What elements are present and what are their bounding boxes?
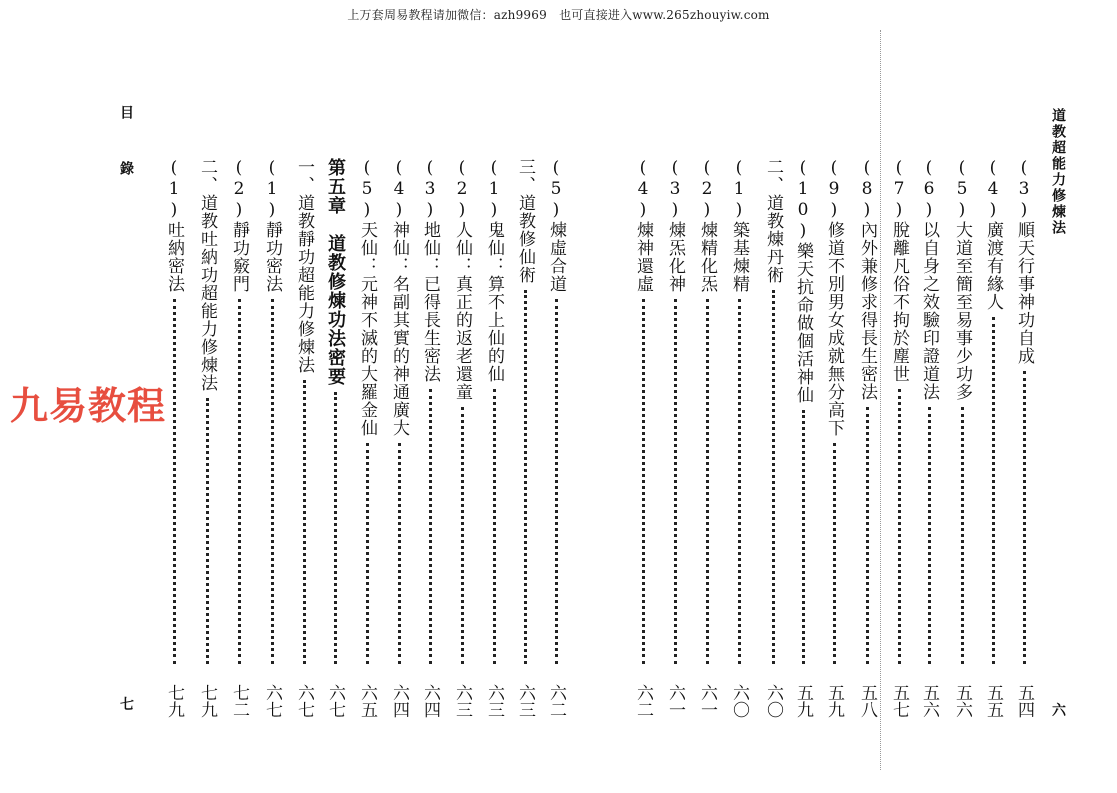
toc-entry-page: 五四 [1014,684,1034,718]
toc-entry-page: 六四 [420,684,440,718]
dot-leader [772,290,775,664]
toc-entry-title: (1)築基煉精 [729,158,749,293]
dot-leader [642,299,645,664]
left-toc-entry [388,158,410,718]
toc-entry-page: 六七 [294,684,314,718]
toc-entry-page: 五七 [889,684,909,718]
dot-leader [461,407,464,664]
left-toc-entry [228,158,250,718]
dot-leader [898,389,901,664]
toc-entry-title: (2)靜功竅門 [229,158,249,293]
toc-entry-page: 六一 [665,684,685,718]
dot-leader [833,443,836,664]
right-toc-entry [728,158,750,718]
dot-leader [674,299,677,664]
right-running-title: 道教超能力修煉法 [1050,108,1066,236]
dot-leader [398,443,401,664]
dot-leader [173,299,176,664]
right-toc-entry [1013,158,1035,718]
toc-entry-page: 六三 [484,684,504,718]
toc-entry-page: 六七 [325,684,345,718]
toc-entry-page: 六三 [452,684,472,718]
toc-entry-page: 五九 [793,684,813,718]
left-toc-entry [483,158,505,718]
toc-entry-page: 六一 [697,684,717,718]
left-toc-entry [196,158,218,718]
toc-entry-title: (9)修道不別男女成就無分高下 [824,158,844,437]
dot-leader [802,410,805,664]
toc-entry-page: 七九 [197,684,217,718]
toc-entry-title: (7)脫離凡俗不拘於塵世 [889,158,909,383]
toc-entry-title: (4)煉神還虛 [633,158,653,293]
dot-leader [738,299,741,664]
toc-entry-page: 六二 [546,684,566,718]
dot-leader [866,407,869,664]
right-toc-entry [664,158,686,718]
toc-entry-title: (3)地仙：已得長生密法 [420,158,440,383]
left-running-title: 目 錄 [118,105,134,189]
dot-leader [928,407,931,664]
toc-entry-page: 六三 [515,684,535,718]
toc-entry-page: 五九 [824,684,844,718]
dot-leader [524,290,527,664]
toc-entry-title: (4)廣渡有緣人 [983,158,1003,311]
page-header-ad: 上万套周易教程请加微信：azh9969 也可直接进入www.265zhouyiw.com [347,8,770,22]
toc-entry-title: (1)吐納密法 [164,158,184,293]
watermark-logo: 九易教程 [10,384,167,428]
toc-entry-title: (10)樂天抗命做個活神仙 [793,158,813,404]
toc-entry-title: (8)內外兼修求得長生密法 [857,158,877,401]
dot-leader [961,407,964,664]
toc-entry-page: 六〇 [763,684,783,718]
right-toc-entry [762,158,784,718]
toc-entry-title: (4)神仙：名副其實的神通廣大 [389,158,409,437]
toc-entry-page: 六五 [357,684,377,718]
toc-entry-title: (2)煉精化炁 [697,158,717,293]
dot-leader [429,389,432,664]
dot-leader [206,398,209,664]
toc-entry-page: 七二 [229,684,249,718]
right-toc-entry [856,158,878,718]
toc-entry-title: (5)煉虛合道 [546,158,566,293]
dot-leader [303,380,306,664]
toc-entry-title: 二、道教煉丹術 [763,158,783,284]
toc-entry-page: 六七 [262,684,282,718]
dot-leader [493,389,496,664]
toc-entry-page: 六二 [633,684,653,718]
left-toc-entry [514,158,536,718]
right-toc-entry [632,158,654,718]
right-toc-entry [918,158,940,718]
left-toc-entry [261,158,283,718]
right-toc-entry [823,158,845,718]
toc-entry-title: (6)以自身之效驗印證道法 [919,158,939,401]
dot-leader [271,299,274,664]
toc-entry-page: 五五 [983,684,1003,718]
dot-leader [366,443,369,664]
toc-entry-title: 二、道教吐納功超能力修煉法 [197,158,217,392]
toc-entry-title: (5)大道至簡至易事少功多 [952,158,972,401]
left-toc-entry [356,158,378,718]
left-toc-entry [451,158,473,718]
toc-entry-title: (3)煉炁化神 [665,158,685,293]
right-toc-entry [696,158,718,718]
toc-entry-title: 三、道教修仙術 [515,158,535,284]
toc-entry-title: (1)鬼仙：算不上仙的仙 [484,158,504,383]
dot-leader [1023,371,1026,664]
left-toc-entry [293,158,315,718]
right-toc-entry [888,158,910,718]
dot-leader [706,299,709,664]
toc-entry-page: 六〇 [729,684,749,718]
left-toc-entry [545,158,567,718]
left-toc-entry [324,158,346,718]
dot-leader [992,317,995,664]
toc-entry-title: (3)順天行事神功自成 [1014,158,1034,365]
dot-leader [555,299,558,664]
toc-entry-title: (2)人仙：真正的返老還童 [452,158,472,401]
toc-entry-page: 五八 [857,684,877,718]
toc-entry-page: 五六 [919,684,939,718]
toc-entry-page: 六四 [389,684,409,718]
toc-entry-title: 第五章 道教修煉功法密要 [325,158,346,386]
toc-entry-page: 七九 [164,684,184,718]
dot-leader [334,392,337,664]
left-page-number: 七 [120,697,134,713]
toc-entry-title: (1)靜功密法 [262,158,282,293]
right-toc-entry [951,158,973,718]
toc-entry-title: (5)天仙：元神不滅的大羅金仙 [357,158,377,437]
right-toc-entry [982,158,1004,718]
right-page-number: 六 [1052,703,1066,719]
toc-entry-page: 五六 [952,684,972,718]
toc-entry-title: 一、道教靜功超能力修煉法 [294,158,314,374]
dot-leader [238,299,241,664]
left-toc-entry [419,158,441,718]
left-toc-entry [163,158,185,718]
gutter-line [880,30,881,770]
right-toc-entry [792,158,814,718]
